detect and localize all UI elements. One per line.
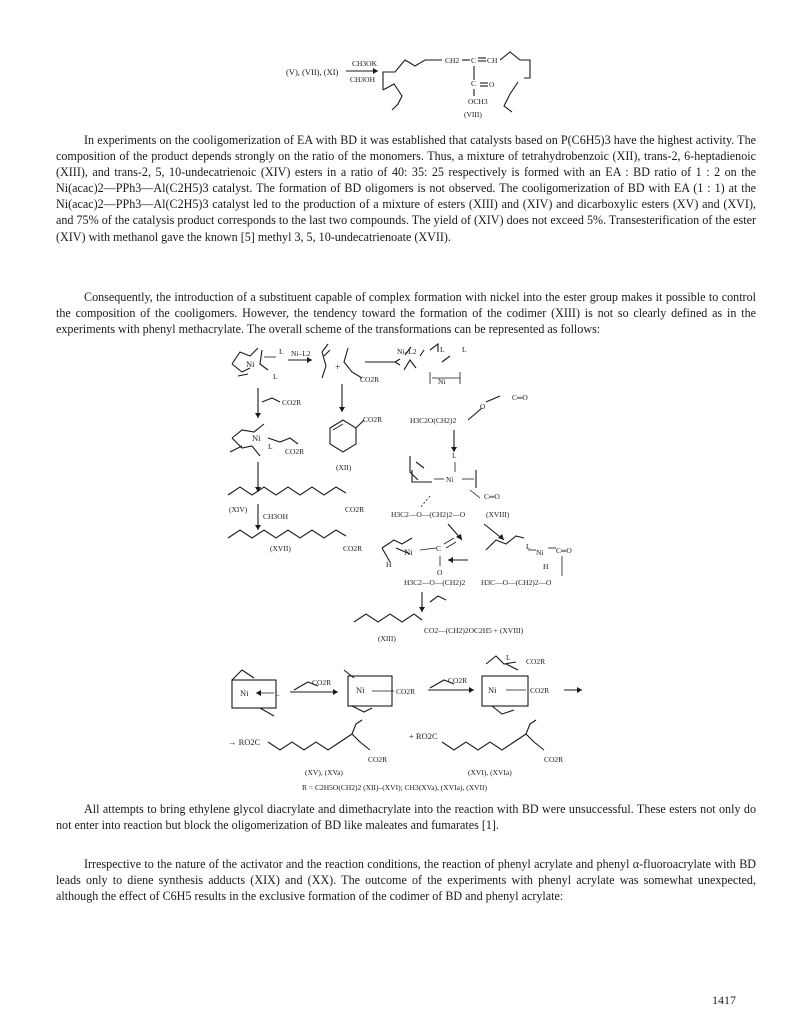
xvi-chain — [442, 734, 544, 750]
svg-text:CO2R: CO2R — [363, 415, 383, 424]
svg-text:Ni–L2: Ni–L2 — [397, 347, 417, 356]
svg-text:OCH3: OCH3 — [468, 97, 488, 106]
main-scheme — [228, 344, 582, 792]
svg-text:CO2R: CO2R — [343, 544, 363, 553]
svg-text:CO2R: CO2R — [448, 676, 468, 685]
xiii-chain — [354, 614, 422, 622]
svg-text:(XII): (XII) — [336, 463, 352, 472]
svg-text:Ni: Ni — [536, 548, 544, 557]
svg-text:(XIV): (XIV) — [229, 505, 248, 514]
svg-text:CO2R: CO2R — [526, 657, 546, 666]
svg-text:L: L — [279, 347, 284, 356]
svg-text:Ni: Ni — [404, 547, 413, 557]
svg-text:Ni: Ni — [488, 685, 497, 695]
svg-text:(XV), (XVa): (XV), (XVa) — [305, 768, 343, 777]
right-chain — [500, 52, 530, 78]
svg-text:H: H — [386, 560, 392, 569]
svg-text:L: L — [526, 542, 531, 551]
cyclohexene-ring — [330, 420, 356, 452]
svg-text:L: L — [462, 345, 467, 354]
page-number: 1417 — [712, 993, 736, 1007]
svg-text:(XVI), (XVIa): (XVI), (XVIa) — [468, 768, 512, 777]
paragraph-2: Consequently, the introduction of a substituent capable of complex formation with nickel into the ester group makes it possible to control the composition of the cooligomers. However, the tendency toward the formation of the codimer (XIII) is not so clearly defined as in the experiments with phenyl methacrylate. The overall scheme of the transformations can be represented as follows: — [56, 290, 756, 337]
svg-text:C: C — [471, 79, 477, 88]
svg-text:C: C — [436, 544, 442, 553]
compound-label-viii: (VIII) — [464, 110, 482, 119]
svg-text:+: + — [335, 363, 341, 373]
svg-text:O: O — [480, 402, 486, 411]
paragraph-1: In experiments on the cooligomerization of EA with BD it was established that catalysts based on P(C6H5)3 have the highest activity. The composition of the product depends strongly on the ratio of the monomers. Thus, a mixture of tetrahydrobenzoic (XII), trans-2, 6-heptadienoic (XIII), and trans-2, 5, 10-undecatrienoic (XIV) esters in a ratio of 40: 35: 25 respectively is formed with an EA : BD ratio of 1 : 2 on the Ni(acac)2—PPh3—Al(C2H5)3 catalyst. The formation of BD oligomers is not observed. The cooligomerization of BD with EA (1 : 1) at the Ni(acac)2—PPh3—Al(C2H5)3 catalyst led to the production of a mixture of esters (XIII) and (XIV) and dicarboxylic esters (XV) and (XVI), and 75% of the catalysis product corresponds to the last two compounds. The yield of (XIV) does not exceed 5%. Transesterification of the ester (XIV) with methanol gave the known [5] methyl 3, 5, 10-undecatrienoate (XVII). — [56, 133, 756, 244]
svg-text:L: L — [506, 653, 511, 662]
svg-text:CO2R: CO2R — [360, 375, 380, 384]
svg-text:Ni: Ni — [356, 685, 365, 695]
reactant-labels: (V), (VII), (XI) — [286, 67, 339, 77]
svg-text:H3C2—O—(CH2)2—O: H3C2—O—(CH2)2—O — [391, 510, 466, 519]
svg-text:CO2R: CO2R — [345, 505, 365, 514]
svg-text:C═O: C═O — [484, 492, 500, 501]
svg-text:Ni: Ni — [252, 433, 261, 443]
svg-text:C═O: C═O — [556, 546, 572, 555]
svg-text:(XVII): (XVII) — [270, 544, 291, 553]
svg-text:CH: CH — [487, 56, 498, 65]
svg-text:CO2R: CO2R — [368, 755, 388, 764]
svg-text:O: O — [437, 568, 443, 577]
svg-text:L: L — [440, 345, 445, 354]
svg-text:CO2R: CO2R — [530, 686, 550, 695]
svg-text:C: C — [471, 56, 477, 65]
svg-text:(XIII): (XIII) — [378, 634, 396, 643]
svg-text:CO2—(CH2)2OC2H5 + (XVIII): CO2—(CH2)2OC2H5 + (XVIII) — [424, 626, 524, 635]
svg-text:H3C—O—(CH2)2—O: H3C—O—(CH2)2—O — [481, 578, 552, 587]
reagent-bottom: CH3OH — [350, 75, 376, 84]
svg-text:CO2R: CO2R — [544, 755, 564, 764]
svg-text:H3C2—O—(CH2)2: H3C2—O—(CH2)2 — [404, 578, 466, 587]
svg-text:Ni: Ni — [446, 475, 454, 484]
svg-text:L: L — [275, 689, 280, 698]
xiv-chain — [228, 487, 346, 495]
paragraph-3: All attempts to bring ethylene glycol diacrylate and dimethacrylate into the reaction with BD were unsuccessful. These esters not only do not enter into reaction but block the oligomerization of BD like maleates and fumarates [1]. — [56, 802, 756, 833]
svg-text:Ni–L2: Ni–L2 — [291, 349, 311, 358]
reagent-top: CH3OK — [352, 59, 378, 68]
svg-text:CO2R: CO2R — [396, 687, 416, 696]
svg-text:Ni: Ni — [240, 688, 249, 698]
svg-text:O: O — [489, 80, 495, 89]
paragraph-4: Irrespective to the nature of the activator and the reaction conditions, the reaction of phenyl acrylate and phenyl α-fluoroacrylate with BD leads only to diene synthesis adducts (XIX) and (XX). The outcome of the experiments with phenyl acrylate was somewhat unexpected, although the effect of C6H5 results in the exclusive formation of the codimer of BD and phenyl acrylate: — [56, 857, 756, 904]
svg-text:+ RO2C: + RO2C — [409, 731, 438, 741]
svg-text:L: L — [268, 442, 273, 451]
xv-chain — [268, 734, 370, 750]
svg-text:→ RO2C: → RO2C — [228, 737, 261, 747]
svg-text:CO2R: CO2R — [312, 678, 332, 687]
svg-text:H3C2O(CH2)2: H3C2O(CH2)2 — [410, 416, 457, 425]
svg-text:CH3OH: CH3OH — [263, 512, 289, 521]
xvii-chain — [228, 530, 346, 538]
svg-text:H: H — [543, 562, 549, 571]
svg-text:CH2: CH2 — [445, 56, 460, 65]
svg-text:Ni: Ni — [246, 359, 255, 369]
svg-text:L: L — [273, 372, 278, 381]
svg-text:Ni: Ni — [438, 377, 446, 386]
svg-text:(XVIII): (XVIII) — [486, 510, 510, 519]
svg-text:C═O: C═O — [512, 393, 528, 402]
svg-text:CO2R: CO2R — [285, 447, 305, 456]
svg-text:R = C2H5O(CH2)2 (XII)–(XVI); C: R = C2H5O(CH2)2 (XII)–(XVI); CH3(XVa), (XVIa), (XVII) — [302, 783, 488, 792]
scheme-viii — [286, 52, 530, 119]
svg-text:L: L — [452, 451, 457, 460]
svg-text:CO2R: CO2R — [282, 398, 302, 407]
